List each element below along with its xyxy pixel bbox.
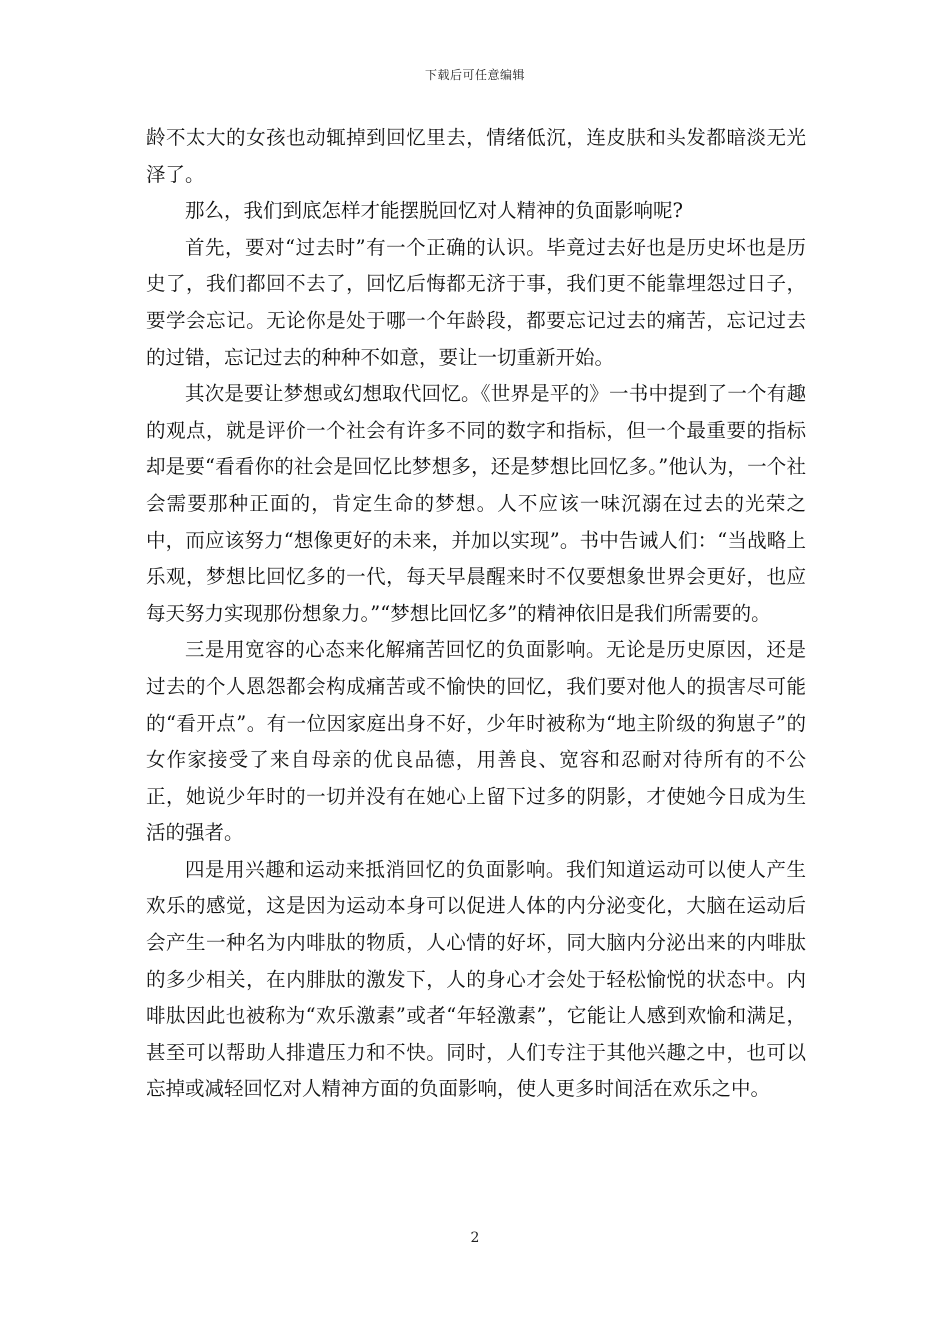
paragraph-continuation: 龄不太大的女孩也动辄掉到回忆里去，情绪低沉，连皮肤和头发都暗淡无光泽了。 [146, 126, 806, 186]
paragraph-question: 那么，我们到底怎样才能摆脱回忆对人精神的负面影响呢? [185, 199, 683, 223]
paragraph-fourth-point: 四是用兴趣和运动来抵消回忆的负面影响。我们知道运动可以使人产生欢乐的感觉，这是因为运动本身可以促进人体的内分泌变化，大脑在运动后会产生一种名为内啡肽的物质，人心情的好坏，同大脑内分泌出来的内啡肽的多少相关，在内腓肽的激发下，人的身心才会处于轻松愉悦的状态中。内啡肽因此也被称为“欢乐激素”或者“年轻激素”，它能让人感到欢愉和满足，甚至可以帮助人排遣压力和不快。同时，人们专注于其他兴趣之中，也可以忘掉或减轻回忆对人精神方面的负面影响，使人更多时间活在欢乐之中。 [146, 857, 806, 1101]
body-text [146, 120, 806, 1108]
paragraph-first-point: 首先，要对“过去时”有一个正确的认识。毕竟过去好也是历史坏也是历史了，我们都回不去了，回忆后悔都无济于事，我们更不能靠埋怨过日子，要学会忘记。无论你是处于哪一个年龄段，都要忘记过去的痛苦，忘记过去的过错，忘记过去的种种不如意，要让一切重新开始。 [146, 235, 806, 369]
page-number: 2 [470, 1230, 480, 1246]
page-header: 下载后可任意编辑 [424, 68, 525, 82]
paragraph-third-point: 三是用宽容的心态来化解痛苦回忆的负面影响。无论是历史原因，还是过去的个人恩怨都会构成痛苦或不愉快的回忆，我们要对他人的损害尽可能的“看开点”。有一位因家庭出身不好，少年时被称为“地主阶级的狗崽子”的女作家接受了来自母亲的优良品德，用善良、宽容和忍耐对待所有的不公正，她说少年时的一切并没有在她心上留下过多的阴影，才使她今日成为生活的强者。 [146, 638, 806, 845]
paragraph-second-point: 其次是要让梦想或幻想取代回忆。《世界是平的》一书中提到了一个有趣的观点，就是评价一个社会有许多不同的数字和指标，但一个最重要的指标却是要“看看你的社会是回忆比梦想多，还是梦想比回忆多。”他认为，一个社会需要那种正面的，肯定生命的梦想。人不应该一味沉溺在过去的光荣之中，而应该努力“想像更好的未来，并加以实现”。书中告诫人们：“当战略上乐观，梦想比回忆多的一代，每天早晨醒来时不仅要想象世界会更好，也应每天努力实现那份想象力。”“梦想比回忆多”的精神依旧是我们所需要的。 [146, 382, 806, 625]
